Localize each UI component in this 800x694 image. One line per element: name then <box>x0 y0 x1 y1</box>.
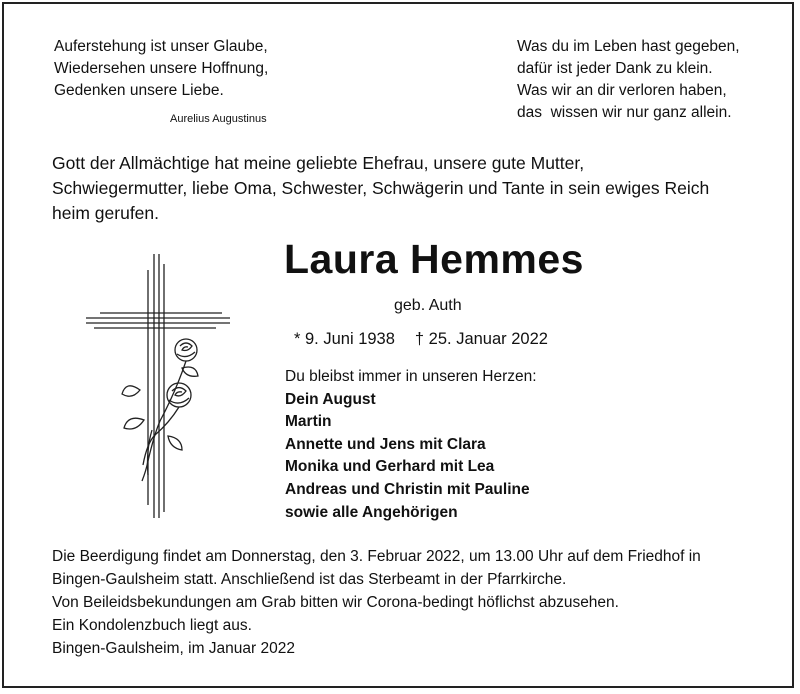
mourner-name: sowie alle Angehörigen <box>285 503 458 521</box>
quote-left-line: Wiedersehen unsere Hoffnung, <box>54 60 269 77</box>
mourner-name: Andreas und Christin mit Pauline <box>285 480 530 498</box>
funeral-line: Von Beileidsbekundungen am Grab bitten wir Corona-bedingt höflichst abzusehen. <box>52 594 619 611</box>
quote-right-line: das wissen wir nur ganz allein. <box>517 104 732 121</box>
place-and-date: Bingen-Gaulsheim, im Januar 2022 <box>52 640 295 657</box>
quote-left-line: Auferstehung ist unser Glaube, <box>54 38 268 55</box>
mourner-name: Martin <box>285 413 332 431</box>
quote-left <box>54 36 268 102</box>
funeral-details <box>52 545 701 637</box>
life-dates <box>294 330 548 349</box>
quote-right-line: dafür ist jeder Dank zu klein. <box>517 60 713 77</box>
intro-line: heim gerufen. <box>52 203 160 223</box>
funeral-line: Bingen-Gaulsheim statt. Anschließend ist das Sterbeamt in der Pfarrkirche. <box>52 571 567 588</box>
mourner-name: Monika und Gerhard mit Lea <box>285 458 495 476</box>
funeral-line: Die Beerdigung findet am Donnerstag, den 3. Februar 2022, um 13.00 Uhr auf dem Friedhof in <box>52 548 701 565</box>
intro-line: Schwiegermutter, liebe Oma, Schwester, Schwägerin und Tante in sein ewiges Reich <box>52 178 710 198</box>
intro-line: Gott der Allmächtige hat meine geliebte Ehefrau, unsere gute Mutter, <box>52 153 585 173</box>
maiden-name: geb. Auth <box>394 297 462 314</box>
mourners-list <box>285 366 537 524</box>
quote-author: Aurelius Augustinus <box>170 113 267 125</box>
mourner-name: Annette und Jens mit Clara <box>285 435 486 453</box>
quote-left-line: Gedenken unsere Liebe. <box>54 82 224 99</box>
quote-right-line: Was wir an dir verloren haben, <box>517 82 727 99</box>
cross-with-roses-icon <box>82 250 234 522</box>
funeral-line: Ein Kondolenzbuch liegt aus. <box>52 617 252 634</box>
quote-right-line: Was du im Leben hast gegeben, <box>517 38 740 55</box>
mourner-name: Dein August <box>285 390 376 408</box>
deceased-name: Laura Hemmes <box>284 236 584 282</box>
birth-date: * 9. Juni 1938 <box>294 330 395 348</box>
mourners-lead: Du bleibst immer in unseren Herzen: <box>285 368 537 385</box>
intro-text <box>52 151 772 226</box>
quote-right <box>517 36 740 124</box>
death-date: † 25. Januar 2022 <box>414 330 548 348</box>
